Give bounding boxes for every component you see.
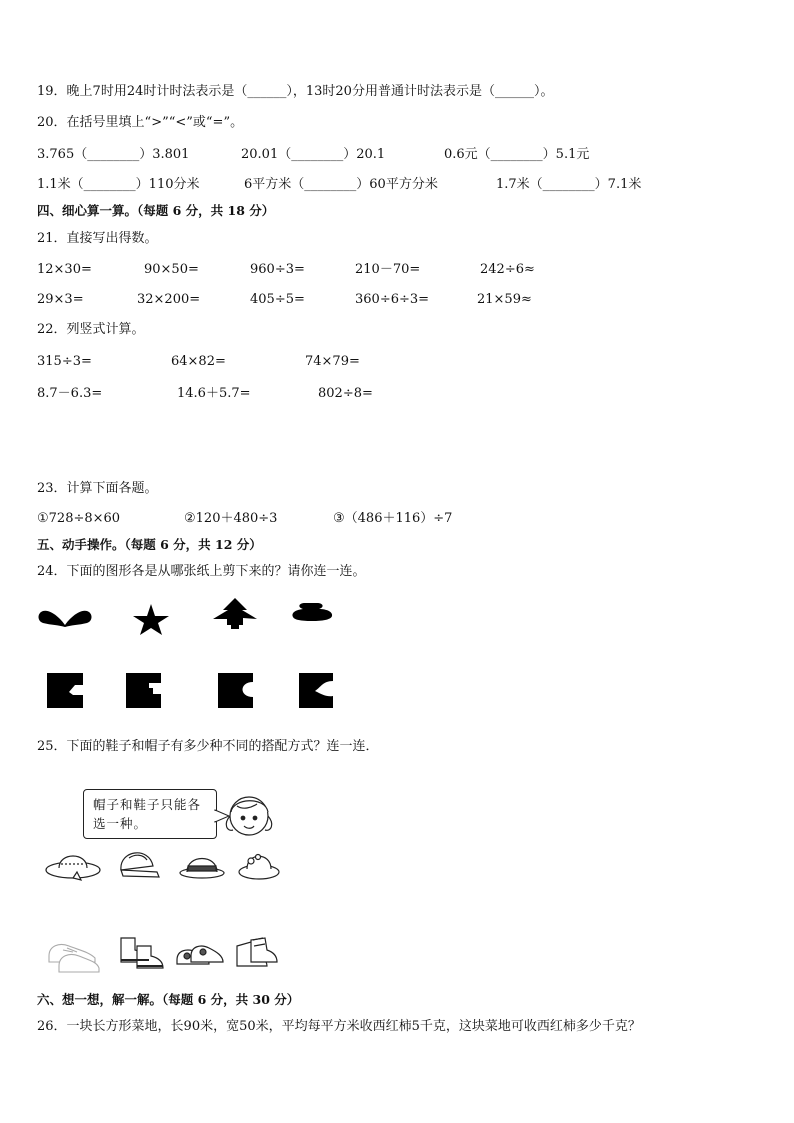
section-5-title: 五、动手操作。（每题 6 分，共 12 分） [37, 537, 262, 552]
question-24-prompt: 24．下面的图形各是从哪张纸上剪下来的？请你连一连。 [37, 564, 366, 579]
q22-item: 802÷8= [318, 386, 373, 401]
tree-shape[interactable] [213, 598, 257, 629]
speech-text: 帽子和鞋子只能各选一种。 [93, 797, 202, 831]
q25-figure [37, 780, 297, 990]
q21-item: 210－70= [355, 262, 421, 277]
q22-item: 8.7－6.3= [37, 386, 103, 401]
girl-icon [226, 797, 271, 835]
cap-icon[interactable] [121, 853, 159, 877]
question-26: 26．一块长方形菜地，长90米，宽50米，平均每平方米收西红柿5千克，这块菜地可收西红柿多少千克？ [37, 1019, 641, 1034]
paper-zigzag-notch[interactable] [47, 673, 83, 708]
q21-item: 12×30= [37, 262, 92, 277]
heart-shape[interactable] [39, 611, 92, 627]
q21-item: 21×59≈ [477, 292, 532, 307]
q21-item: 242÷6≈ [480, 262, 535, 277]
high-top-icon[interactable] [237, 938, 277, 966]
question-23-prompt: 23．计算下面各题。 [37, 481, 158, 496]
sun-hat-icon[interactable] [46, 856, 100, 880]
question-21-prompt: 21．直接写出得数。 [37, 231, 158, 246]
section-6-title: 六、想一想，解一解。（每题 6 分，共 30 分） [37, 992, 300, 1007]
boot-icon[interactable] [121, 938, 163, 968]
q20-item: 1.1米（________）110分米 [37, 177, 200, 192]
q22-item: 14.6＋5.7= [177, 386, 251, 401]
q23-item: ①728÷8×60 [37, 511, 121, 526]
q22-item: 315÷3= [37, 354, 92, 369]
q24-figure [37, 595, 367, 715]
q21-item: 960÷3= [250, 262, 305, 277]
mushroom-shape[interactable] [292, 603, 332, 621]
question-19: 19．晚上7时用24时计时法表示是（______），13时20分用普通计时法表示是（______）。 [37, 84, 554, 99]
section-4-title: 四、细心算一算。（每题 6 分，共 18 分） [37, 203, 275, 218]
q20-item: 3.765（________）3.801 [37, 147, 190, 162]
question-25-prompt: 25．下面的鞋子和帽子有多少种不同的搭配方式？连一连． [37, 739, 379, 754]
q21-item: 90×50= [144, 262, 199, 277]
q21-item: 32×200= [137, 292, 201, 307]
question-22-prompt: 22．列竖式计算。 [37, 322, 145, 337]
q21-item: 405÷5= [250, 292, 305, 307]
q23-item: ③（486＋116）÷7 [333, 511, 453, 526]
paper-step-notch[interactable] [126, 673, 161, 708]
sneaker-icon[interactable] [49, 944, 99, 972]
q20-item: 20.01（________）20.1 [241, 147, 386, 162]
q22-item: 64×82= [171, 354, 226, 369]
bonnet-icon[interactable] [239, 855, 279, 880]
q21-item: 29×3= [37, 292, 84, 307]
fedora-icon[interactable] [180, 859, 224, 879]
q21-item: 360÷6÷3= [355, 292, 430, 307]
paper-round-notch[interactable] [218, 673, 253, 708]
q20-item: 0.6元（________）5.1元 [444, 147, 590, 162]
star-shape[interactable] [133, 604, 169, 635]
q20-item: 6平方米（________）60平方分米 [244, 177, 438, 192]
q20-item: 1.7米（________）7.1米 [496, 177, 642, 192]
q22-item: 74×79= [305, 354, 360, 369]
q23-item: ②120＋480÷3 [184, 511, 278, 526]
question-20-prompt: 20．在括号里填上“>”“<”或“=”。 [37, 115, 244, 130]
paper-wave-notch[interactable] [299, 673, 333, 708]
sandal-icon[interactable] [177, 946, 223, 964]
